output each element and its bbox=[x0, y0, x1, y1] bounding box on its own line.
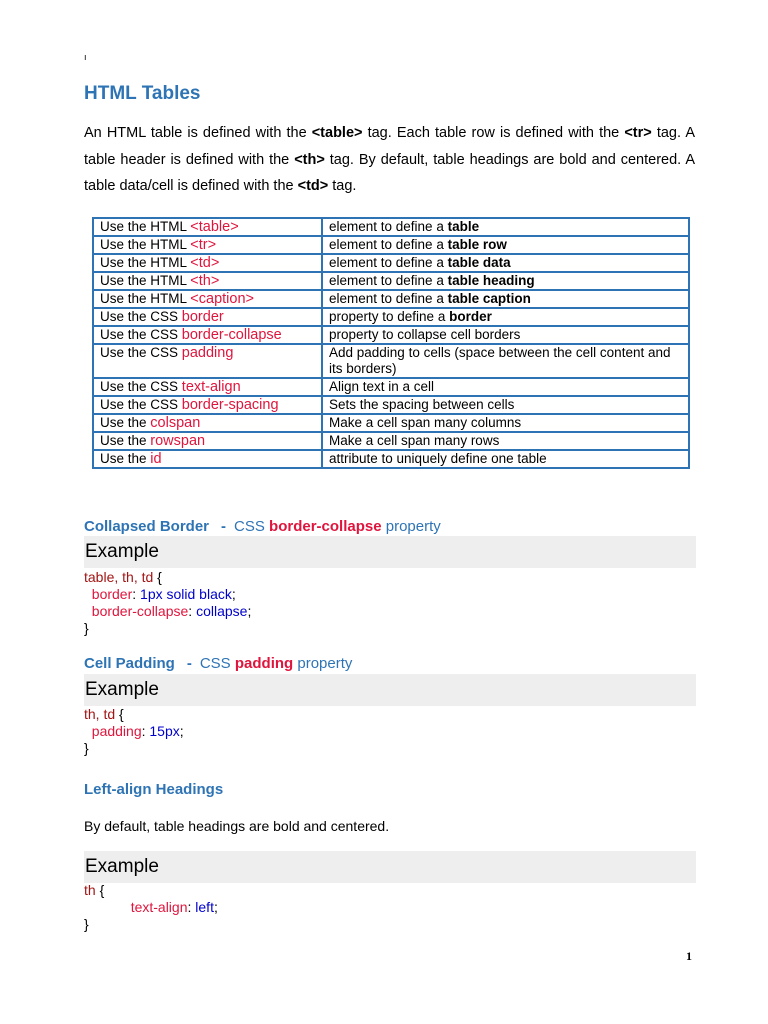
usage-keyword: <td> bbox=[190, 255, 220, 271]
description-bold: table bbox=[447, 219, 480, 234]
usage-text: Use the bbox=[100, 433, 151, 448]
description-text: Add padding to cells (space between the cell content and its borders) bbox=[329, 345, 671, 376]
usage-keyword: padding bbox=[181, 345, 234, 361]
usage-text: Use the HTML bbox=[100, 291, 191, 306]
table-row bbox=[93, 432, 689, 450]
usage-text: Use the HTML bbox=[100, 255, 191, 270]
section-text: By default, table headings are bold and centered. bbox=[84, 818, 390, 834]
usage-keyword: rowspan bbox=[150, 433, 206, 449]
usage-keyword: border-collapse bbox=[181, 327, 282, 343]
table-cell-description bbox=[322, 272, 689, 290]
usage-text: Use the CSS bbox=[100, 397, 182, 412]
usage-text: Use the CSS bbox=[100, 379, 182, 394]
table-cell-usage bbox=[93, 432, 322, 450]
description-text: attribute to uniquely define one table bbox=[329, 451, 547, 466]
usage-text: Use the CSS bbox=[100, 309, 182, 324]
table-row bbox=[93, 378, 689, 396]
table-row bbox=[93, 450, 689, 468]
section-heading-cell-padding: Cell Padding - CSS padding property bbox=[84, 655, 353, 672]
table-cell-description bbox=[322, 450, 689, 468]
usage-text: Use the bbox=[100, 415, 151, 430]
example-bar: Example bbox=[84, 536, 696, 568]
page-marker: ı bbox=[84, 52, 87, 62]
table-cell-description bbox=[322, 396, 689, 414]
usage-text: Use the HTML bbox=[100, 237, 191, 252]
table-cell-usage bbox=[93, 396, 322, 414]
table-cell-usage bbox=[93, 344, 322, 378]
table-cell-description bbox=[322, 378, 689, 396]
table-cell-description bbox=[322, 344, 689, 378]
code-block-collapsed-border: table, th, td { border: 1px solid black; border-collapse: collapse; } bbox=[84, 569, 252, 636]
description-bold: table row bbox=[447, 237, 507, 252]
usage-text: Use the CSS bbox=[100, 327, 182, 342]
table-row bbox=[93, 414, 689, 432]
table-cell-usage bbox=[93, 272, 322, 290]
usage-keyword: <table> bbox=[190, 219, 239, 235]
usage-keyword: id bbox=[150, 451, 162, 467]
description-text: property to collapse cell borders bbox=[329, 327, 521, 342]
description-bold: table caption bbox=[447, 291, 531, 306]
usage-text: Use the CSS bbox=[100, 345, 182, 360]
description-text: element to define a bbox=[329, 291, 448, 306]
description-bold: table data bbox=[447, 255, 511, 270]
usage-keyword: <tr> bbox=[190, 237, 217, 253]
table-row bbox=[93, 218, 689, 236]
usage-keyword: text-align bbox=[181, 379, 241, 395]
description-text: property to define a bbox=[329, 309, 450, 324]
usage-keyword: <th> bbox=[190, 273, 220, 289]
table-cell-description bbox=[322, 326, 689, 344]
usage-text: Use the HTML bbox=[100, 273, 191, 288]
description-text: element to define a bbox=[329, 255, 448, 270]
description-text: Make a cell span many columns bbox=[329, 415, 522, 430]
table-cell-description bbox=[322, 236, 689, 254]
usage-keyword: <caption> bbox=[190, 291, 254, 307]
table-cell-usage bbox=[93, 236, 322, 254]
usage-keyword: colspan bbox=[150, 415, 201, 431]
description-text: element to define a bbox=[329, 219, 448, 234]
table-cell-usage bbox=[93, 218, 322, 236]
page-number: 1 bbox=[686, 949, 692, 963]
code-block-cell-padding: th, td { padding: 15px; } bbox=[84, 706, 184, 756]
example-bar: Example bbox=[84, 674, 696, 706]
reference-table bbox=[92, 217, 690, 469]
table-row bbox=[93, 254, 689, 272]
section-heading-left-align: Left-align Headings bbox=[84, 781, 224, 798]
description-text: Align text in a cell bbox=[329, 379, 435, 394]
usage-keyword: border bbox=[181, 309, 224, 325]
table-cell-description bbox=[322, 290, 689, 308]
table-row bbox=[93, 396, 689, 414]
code-block-left-align: th { text-align: left; } bbox=[84, 882, 218, 932]
table-cell-usage bbox=[93, 326, 322, 344]
description-text: Make a cell span many rows bbox=[329, 433, 500, 448]
description-text: element to define a bbox=[329, 273, 448, 288]
table-cell-description bbox=[322, 414, 689, 432]
usage-text: Use the bbox=[100, 451, 151, 466]
usage-keyword: border-spacing bbox=[181, 397, 279, 413]
table-cell-usage bbox=[93, 414, 322, 432]
table-cell-usage bbox=[93, 254, 322, 272]
table-row bbox=[93, 344, 689, 378]
table-cell-description bbox=[322, 218, 689, 236]
table-cell-description bbox=[322, 308, 689, 326]
table-cell-description bbox=[322, 254, 689, 272]
table-cell-usage bbox=[93, 378, 322, 396]
table-row bbox=[93, 326, 689, 344]
table-row bbox=[93, 290, 689, 308]
table-row bbox=[93, 308, 689, 326]
section-heading-collapsed-border: Collapsed Border - CSS border-collapse property bbox=[84, 518, 441, 535]
table-cell-description bbox=[322, 432, 689, 450]
table-row bbox=[93, 272, 689, 290]
table-cell-usage bbox=[93, 450, 322, 468]
description-bold: table heading bbox=[447, 273, 535, 288]
example-bar: Example bbox=[84, 851, 696, 883]
description-bold: border bbox=[449, 309, 492, 324]
table-row bbox=[93, 236, 689, 254]
table-cell-usage bbox=[93, 290, 322, 308]
description-text: element to define a bbox=[329, 237, 448, 252]
page-title: HTML Tables bbox=[84, 83, 201, 104]
table-cell-usage bbox=[93, 308, 322, 326]
description-text: Sets the spacing between cells bbox=[329, 397, 515, 412]
intro-paragraph: An HTML table is defined with the <table> tag. Each table row is defined with the <tr> tag. A table header is defined with the <th> tag. By default, table headings are bold and centered. A table data/cell is defined with the <td> tag. bbox=[84, 125, 696, 194]
usage-text: Use the HTML bbox=[100, 219, 191, 234]
